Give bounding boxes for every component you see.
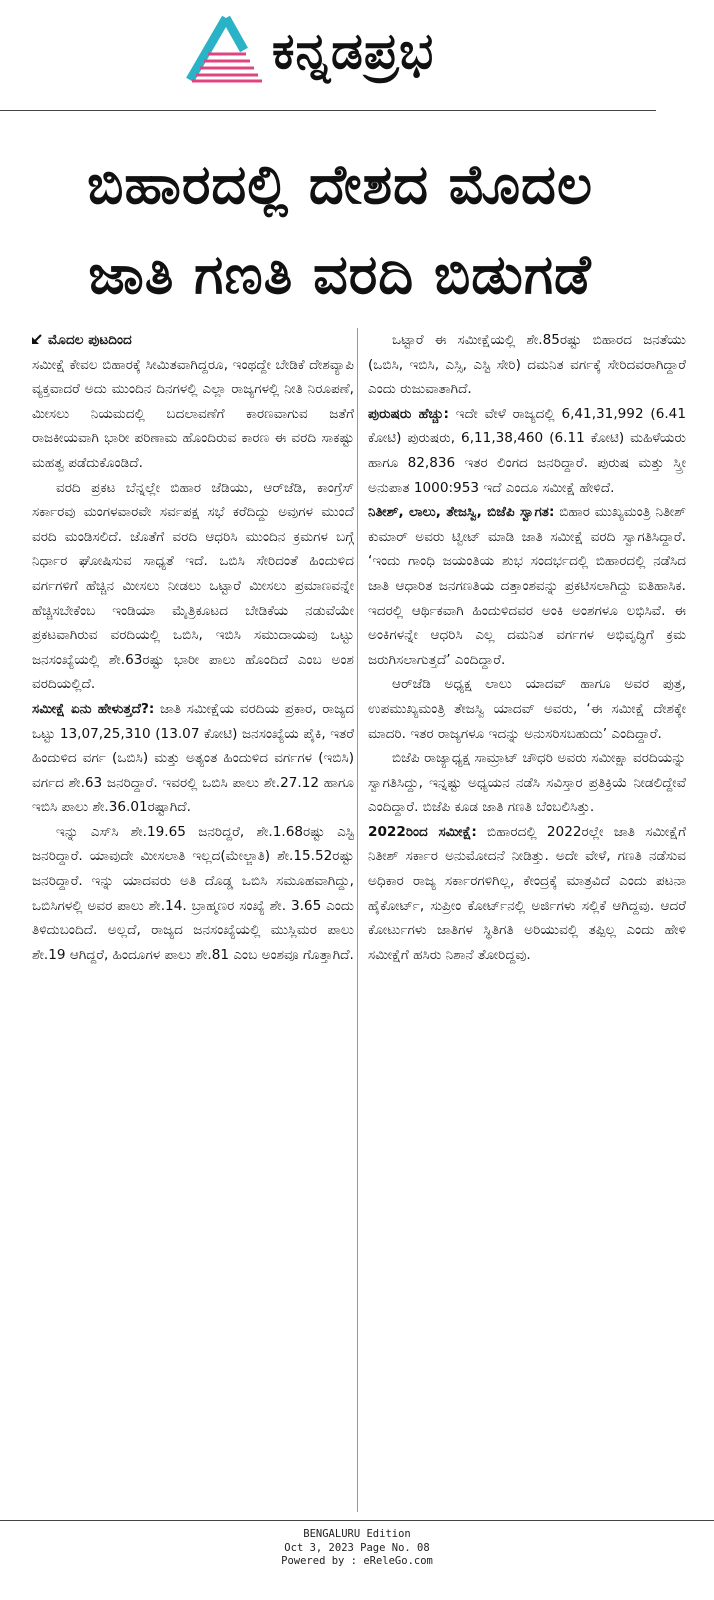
subhead-survey: ಸಮೀಕ್ಷೆ ಏನು ಹೇಳುತ್ತದೆ?: — [32, 700, 155, 717]
right-paragraph-2 — [368, 402, 686, 500]
left-paragraph-4: ಇನ್ನು ಎಸ್‌ಸಿ ಶೇ.19.65 ಜನರಿದ್ದರೆ, ಶೇ.1.68ರಷ್ಟು ಎಸ್ಟಿ ಜನರಿದ್ದಾರೆ. ಯಾವುದೇ ಮೀಸಲಾತಿ ಇಲ್ಲದ(ಮೇಲ್ಜಾತಿ) ಶೇ.15.52ರಷ್ಟು ಜನರಿದ್ದಾರೆ. ಇನ್ನು ಯಾದವರು ಅತಿ ದೊಡ್ಡ ಒಬಿಸಿ ಸಮೂಹವಾಗಿದ್ದು, ಒಬಿಸಿಗಳಲ್ಲಿ ಅವರ ಪಾಲು ಶೇ.14. ಬ್ರಾಹ್ಮಣರ ಸಂಖ್ಯೆ ಶೇ. 3.65 ಎಂದು ತಿಳಿದುಬಂದಿದೆ. ಅಲ್ಲದೆ, ರಾಜ್ಯದ ಜನಸಂಖ್ಯೆಯಲ್ಲಿ ಮುಸ್ಲಿಮರ ಪಾಲು ಶೇ.19 ಆಗಿದ್ದರೆ, ಹಿಂದೂಗಳ ಪಾಲು ಶೇ.81 ಎಂಬ ಅಂಶವೂ ಗೊತ್ತಾಗಿದೆ. — [32, 823, 354, 963]
right-paragraph-5: ಬಿಜೆಪಿ ರಾಜ್ಯಾಧ್ಯಕ್ಷ ಸಾಮ್ರಾಟ್ ಚೌಧರಿ ಅವರು ಸಮೀಕ್ಷಾ ವರದಿಯನ್ನು ಸ್ವಾಗತಿಸಿದ್ದು, ಇನ್ನಷ್ಟು ಅಧ್ಯಯನ ನಡೆಸಿ ಸವಿಸ್ತಾರ ಪ್ರತಿಕ್ರಿಯೆ ನೀಡಲಿದ್ದೇವೆ ಎಂದಿದ್ದಾರೆ. ಬಿಜೆಪಿ ಕೂಡ ಜಾತಿ ಗಣತಿ ಬೆಂಬಲಿಸಿತ್ತು. — [368, 750, 686, 816]
subhead-welcome: ನಿತೀಶ್, ಲಾಲು, ತೇಜಸ್ವಿ, ಬಿಜೆಪಿ ಸ್ವಾಗತ: — [368, 504, 555, 521]
kicker — [32, 328, 354, 353]
bottom-divider — [0, 1520, 714, 1521]
column-divider — [357, 328, 358, 1512]
headline-line-1: ಬಿಹಾರದಲ್ಲಿ ದೇಶದ ಮೊದಲ — [87, 153, 593, 216]
footer — [0, 1528, 714, 1569]
right-paragraph-3 — [368, 500, 686, 672]
footer-powered-by: Powered by : eReleGo.com — [281, 1555, 433, 1567]
masthead-title: ಕನ್ನಡಪ್ರಭ — [272, 22, 435, 80]
right-paragraph-6 — [368, 820, 686, 968]
headline-line-2: ಜಾತಿ ಗಣತಿ ವರದಿ ಬಿಡುಗಡೆ — [88, 243, 592, 306]
right-paragraph-4: ಆರ್‌ಜೆಡಿ ಅಧ್ಯಕ್ಷ ಲಾಲು ಯಾದವ್ ಹಾಗೂ ಅವರ ಪುತ್ರ, ಉಪಮುಖ್ಯಮಂತ್ರಿ ತೇಜಸ್ವಿ ಯಾದವ್ ಅವರು, ‘ಈ ಸಮೀಕ್ಷೆ ದೇಶಕ್ಕೇ ಮಾದರಿ. ಇತರ ರಾಜ್ಯಗಳೂ ಇದನ್ನು ಅನುಸರಿಸಬಹುದು’ ಎಂದಿದ್ದಾರೆ. — [368, 676, 686, 742]
subhead-since-2022: 2022ರಿಂದ ಸಮೀಕ್ಷೆ: — [368, 823, 477, 840]
right-paragraph-6-text: ಬಿಹಾರದಲ್ಲಿ 2022ರಲ್ಲೇ ಜಾತಿ ಸಮೀಕ್ಷೆಗೆ ನಿತೀಶ್ ಸರ್ಕಾರ ಅನುಮೋದನೆ ನೀಡಿತ್ತು. ಅದೇ ವೇಳೆ, ಗಣತಿ ನಡೆಸುವ ಅಧಿಕಾರ ರಾಜ್ಯ ಸರ್ಕಾರಗಳಿಗಿಲ್ಲ, ಕೇಂದ್ರಕ್ಕೆ ಮಾತ್ರವಿದೆ ಎಂದು ಪಟನಾ ಹೈಕೋರ್ಟ್, ಸುಪ್ರೀಂ ಕೋರ್ಟ್‌ನಲ್ಲಿ ಅರ್ಜಿಗಳು ಸಲ್ಲಿಕೆ ಆಗಿದ್ದವು. ಆದರೆ ಕೋರ್ಟುಗಳು ಜಾತಿಗಳ ಸ್ಥಿತಿಗತಿ ಅರಿಯುವಲ್ಲಿ ತಪ್ಪಿಲ್ಲ ಎಂದು ಹೇಳಿ ಸಮೀಕ್ಷೆಗೆ ಹಸಿರು ನಿಶಾನೆ ತೋರಿದ್ದವು. — [368, 823, 686, 963]
footer-edition: BENGALURU Edition — [303, 1528, 411, 1540]
footer-date-page: Oct 3, 2023 Page No. 08 — [284, 1541, 430, 1554]
right-paragraph-1: ಒಟ್ಟಾರೆ ಈ ಸಮೀಕ್ಷೆಯಲ್ಲಿ ಶೇ.85ರಷ್ಟು ಬಿಹಾರದ ಜನತೆಯು (ಒಬಿಸಿ, ಇಬಿಸಿ, ಎಸ್ಸಿ, ಎಸ್ಟಿ ಸೇರಿ) ದಮನಿತ ವರ್ಗಕ್ಕೆ ಸೇರಿದವರಾಗಿದ್ದಾರೆ ಎಂದು ರುಜುವಾತಾಗಿದೆ. — [368, 332, 686, 398]
right-paragraph-2-text: ಇದೇ ವೇಳೆ ರಾಜ್ಯದಲ್ಲಿ 6,41,31,992 (6.41 ಕೋಟಿ) ಪುರುಷರು, 6,11,38,460 (6.11 ಕೋಟಿ) ಮಹಿಳೆಯರು ಹಾಗೂ 82,836 ಇತರ ಲಿಂಗದ ಜನರಿದ್ದಾರೆ. ಪುರುಷ ಮತ್ತು ಸ್ತ್ರೀ ಅನುಪಾತ 1000:953 ಇದೆ ಎಂದೂ ಸಮೀಕ್ಷೆ ಹೇಳಿದೆ. — [368, 405, 686, 496]
top-divider — [0, 110, 656, 111]
kicker-text: ಮೊದಲ ಪುಟದಿಂದ — [48, 332, 132, 348]
left-paragraph-3 — [32, 697, 354, 820]
subhead-men-more: ಪುರುಷರು ಹೆಚ್ಚು: — [368, 405, 449, 422]
left-paragraph-1: ಸಮೀಕ್ಷೆ ಕೇವಲ ಬಿಹಾರಕ್ಕೆ ಸೀಮಿತವಾಗಿದ್ದರೂ, ಇಂಥದ್ದೇ ಬೇಡಿಕೆ ದೇಶವ್ಯಾಪಿ ವ್ಯಕ್ತವಾದರೆ ಅದು ಮುಂದಿನ ದಿನಗಳಲ್ಲಿ ಎಲ್ಲಾ ರಾಜ್ಯಗಳಲ್ಲಿ ನೀತಿ ನಿರೂಪಣೆ, ಮೀಸಲು ನಿಯಮದಲ್ಲಿ ಬದಲಾವಣೆಗೆ ಕಾರಣವಾಗುವ ಜತೆಗೆ ರಾಜಕೀಯವಾಗಿ ಭಾರೀ ಪರಿಣಾಮ ಹೊಂದಿರುವ ಕಾರಣ ಈ ವರದಿ ಸಾಕಷ್ಟು ಮಹತ್ವ ಪಡೆದುಕೊಂಡಿದೆ. — [32, 356, 354, 471]
masthead — [0, 0, 714, 110]
left-paragraph-3-text: ಜಾತಿ ಸಮೀಕ್ಷೆಯ ವರದಿಯ ಪ್ರಕಾರ, ರಾಜ್ಯದ ಒಟ್ಟು 13,07,25,310 (13.07 ಕೋಟಿ) ಜನಸಂಖ್ಯೆಯ ಪೈಕಿ, ಇತರೆ ಹಿಂದುಳಿದ ವರ್ಗ (ಒಬಿಸಿ) ಮತ್ತು ಅತ್ಯಂತ ಹಿಂದುಳಿದ ವರ್ಗಗಳ (ಇಬಿಸಿ) ವರ್ಗದ ಶೇ.63 ಜನರಿದ್ದಾರೆ. ಇವರಲ್ಲಿ ಒಬಿಸಿ ಪಾಲು ಶೇ.27.12 ಹಾಗೂ ಇಬಿಸಿ ಪಾಲು ಶೇ.36.01ರಷ್ಟಾಗಿದೆ. — [32, 700, 354, 816]
article-column-left — [32, 328, 354, 967]
continued-arrow-icon — [32, 334, 42, 344]
right-paragraph-3-text: ಬಿಹಾರ ಮುಖ್ಯಮಂತ್ರಿ ನಿತೀಶ್ ಕುಮಾರ್ ಅವರು ಟ್ವೀಟ್ ಮಾಡಿ ಜಾತಿ ಸಮೀಕ್ಷೆ ವರದಿ ಸ್ವಾಗತಿಸಿದ್ದಾರೆ. ‘ಇಂದು ಗಾಂಧಿ ಜಯಂತಿಯ ಶುಭ ಸಂದರ್ಭದಲ್ಲಿ ಬಿಹಾರದಲ್ಲಿ ನಡೆಸಿದ ಜಾತಿ ಆಧಾರಿತ ಜನಗಣತಿಯ ದತ್ತಾಂಶವನ್ನು ಪ್ರಕಟಿಸಲಾಗಿದ್ದು ಐತಿಹಾಸಿಕ. ಇದರಲ್ಲಿ ಆರ್ಥಿಕವಾಗಿ ಹಿಂದುಳಿದವರ ಅಂಕಿ ಅಂಶಗಳೂ ಲಭಿಸಿವೆ. ಈ ಅಂಕಿಗಳನ್ನೇ ಆಧರಿಸಿ ಎಲ್ಲ ದಮನಿತ ವರ್ಗಗಳ ಅಭಿವೃದ್ಧಿಗೆ ಕ್ರಮ ಜರುಗಿಸಲಾಗುತ್ತದೆ’ ಎಂದಿದ್ದಾರೆ. — [368, 504, 686, 668]
article-column-right — [368, 328, 686, 967]
kannadaprabha-logo-icon — [186, 14, 266, 84]
headline — [20, 140, 660, 320]
left-paragraph-2: ವರದಿ ಪ್ರಕಟ ಬೆನ್ನಲ್ಲೇ ಬಿಹಾರ ಜೆಡಿಯು, ಆರ್‌ಜೆಡಿ, ಕಾಂಗ್ರೆಸ್ ಸರ್ಕಾರವು ಮಂಗಳವಾರವೇ ಸರ್ವಪಕ್ಷ ಸಭೆ ಕರೆದಿದ್ದು ಅವುಗಳ ಮುಂದೆ ವರದಿ ಮಂಡಿಸಲಿದೆ. ಜೊತೆಗೆ ವರದಿ ಆಧರಿಸಿ ಮುಂದಿನ ಕ್ರಮಗಳ ಬಗ್ಗೆ ನಿರ್ಧಾರ ಘೋಷಿಸುವ ಸಾಧ್ಯತೆ ಇದೆ. ಒಬಿಸಿ ಸೇರಿದಂತೆ ಹಿಂದುಳಿದ ವರ್ಗಗಳಿಗೆ ಹೆಚ್ಚಿನ ಮೀಸಲು ನೀಡಲು ಒಟ್ಟಾರೆ ಮೀಸಲು ಪ್ರಮಾಣವನ್ನೇ ಹೆಚ್ಚಿಸಬೇಕೆಂಬ ಇಂಡಿಯಾ ಮೈತ್ರಿಕೂಟದ ಬೇಡಿಕೆಯ ನಡುವೆಯೇ ಪ್ರಕಟವಾಗಿರುವ ವರದಿಯಲ್ಲಿ ಒಬಿಸಿ, ಇಬಿಸಿ ಸಮುದಾಯವು ಒಟ್ಟು ಜನಸಂಖ್ಯೆಯಲ್ಲಿ ಶೇ.63ರಷ್ಟು ಭಾರೀ ಪಾಲು ಹೊಂದಿದೆ ಎಂಬ ಅಂಶ ವರದಿಯಲ್ಲಿದೆ. — [32, 479, 354, 693]
